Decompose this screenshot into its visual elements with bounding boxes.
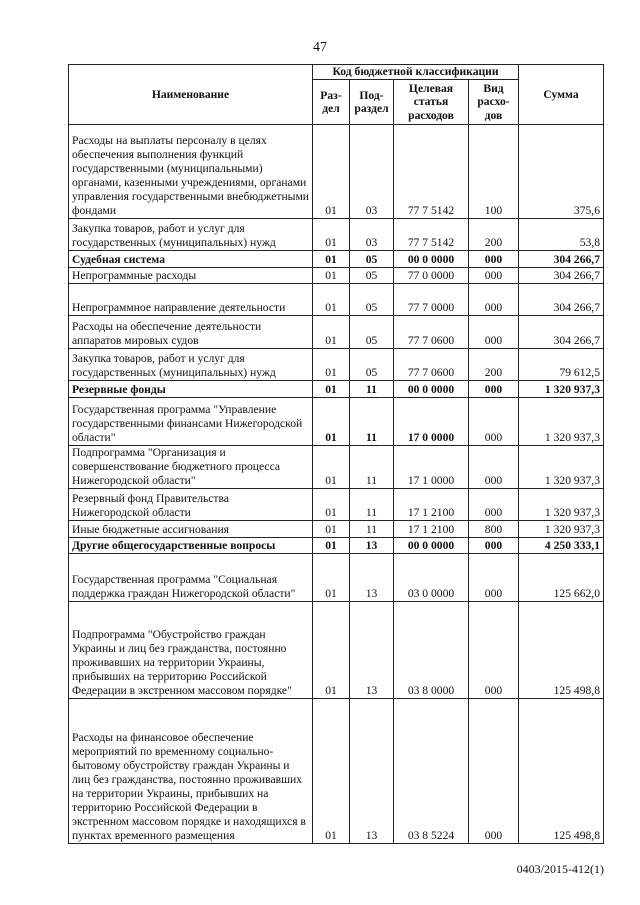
row-sum: 304 266,7 xyxy=(519,316,604,349)
row-podrazdel: 05 xyxy=(350,349,394,381)
header-name: Наименование xyxy=(69,65,313,125)
row-sum: 125 662,0 xyxy=(519,554,604,602)
row-sum: 4 250 333,1 xyxy=(519,538,604,554)
row-name: Судебная система xyxy=(69,251,313,268)
row-expense-type: 000 xyxy=(469,251,519,268)
row-expense-type: 000 xyxy=(469,554,519,602)
row-name: Государственная программа "Управление государственными финансами Нижегородской области" xyxy=(69,398,313,446)
row-expense-type: 100 xyxy=(469,125,519,219)
row-expense-type: 000 xyxy=(469,284,519,316)
row-name: Расходы на обеспечение деятельности аппаратов мировых судов xyxy=(69,316,313,349)
row-razdel: 01 xyxy=(313,446,350,489)
row-expense-type: 200 xyxy=(469,219,519,251)
header-sum: Сумма xyxy=(519,65,604,125)
page-number: 47 xyxy=(313,40,327,55)
row-target-article: 17 1 2100 xyxy=(394,489,469,521)
row-name: Резервные фонды xyxy=(69,381,313,398)
table-row xyxy=(69,349,604,381)
table-row xyxy=(69,538,604,554)
row-podrazdel: 11 xyxy=(350,381,394,398)
table-row xyxy=(69,316,604,349)
row-target-article: 00 0 0000 xyxy=(394,381,469,398)
row-razdel: 01 xyxy=(313,398,350,446)
row-expense-type: 000 xyxy=(469,268,519,284)
row-podrazdel: 03 xyxy=(350,125,394,219)
row-podrazdel: 11 xyxy=(350,398,394,446)
table-row xyxy=(69,268,604,284)
row-name: Непрограммные расходы xyxy=(69,268,313,284)
row-razdel: 01 xyxy=(313,381,350,398)
row-name: Иные бюджетные ассигнования xyxy=(69,521,313,538)
row-podrazdel: 05 xyxy=(350,268,394,284)
row-name: Подпрограмма "Обустройство граждан Украины и лиц без гражданства, постоянно проживавших на территории Украины, прибывших на территорию Российской Федерации в экстренном массовом порядке" xyxy=(69,602,313,699)
table-row xyxy=(69,602,604,699)
budget-table xyxy=(68,64,604,844)
row-target-article: 77 7 0600 xyxy=(394,349,469,381)
row-target-article: 00 0 0000 xyxy=(394,251,469,268)
row-sum: 79 612,5 xyxy=(519,349,604,381)
row-expense-type: 000 xyxy=(469,602,519,699)
row-podrazdel: 05 xyxy=(350,316,394,349)
row-podrazdel: 05 xyxy=(350,284,394,316)
table-row xyxy=(69,398,604,446)
row-podrazdel: 13 xyxy=(350,554,394,602)
row-podrazdel: 13 xyxy=(350,538,394,554)
table-row xyxy=(69,125,604,219)
row-name: Резервный фонд Правительства Нижегородской области xyxy=(69,489,313,521)
row-podrazdel: 11 xyxy=(350,446,394,489)
row-expense-type: 000 xyxy=(469,446,519,489)
row-razdel: 01 xyxy=(313,554,350,602)
row-razdel: 01 xyxy=(313,251,350,268)
row-sum: 304 266,7 xyxy=(519,251,604,268)
row-podrazdel: 11 xyxy=(350,521,394,538)
row-name: Подпрограмма "Организация и совершенствование бюджетного процесса Нижегородской области" xyxy=(69,446,313,489)
table-row xyxy=(69,381,604,398)
row-sum: 125 498,8 xyxy=(519,602,604,699)
row-target-article: 03 8 5224 xyxy=(394,699,469,844)
header-classification-code: Код бюджетной классификации xyxy=(313,65,519,80)
row-expense-type: 800 xyxy=(469,521,519,538)
row-expense-type: 000 xyxy=(469,538,519,554)
row-expense-type: 000 xyxy=(469,398,519,446)
row-target-article: 77 7 0000 xyxy=(394,284,469,316)
row-target-article: 00 0 0000 xyxy=(394,538,469,554)
row-razdel: 01 xyxy=(313,538,350,554)
row-expense-type: 200 xyxy=(469,349,519,381)
row-sum: 304 266,7 xyxy=(519,268,604,284)
row-name: Расходы на финансовое обеспечение мероприятий по временному социально-бытовому обустройству граждан Украины и лиц без гражданства, постоянно проживавших на территории Украины, прибывших на территорию Российской Федерации в экстренном массовом порядке и находящихся в пунктах временного размещения xyxy=(69,699,313,844)
row-target-article: 03 8 0000 xyxy=(394,602,469,699)
row-name: Закупка товаров, работ и услуг для государственных (муниципальных) нужд xyxy=(69,219,313,251)
header-expense-type: Вид расхо-дов xyxy=(469,80,519,125)
row-razdel: 01 xyxy=(313,699,350,844)
table-row xyxy=(69,521,604,538)
row-podrazdel: 05 xyxy=(350,251,394,268)
row-target-article: 77 7 5142 xyxy=(394,219,469,251)
row-podrazdel: 11 xyxy=(350,489,394,521)
row-expense-type: 000 xyxy=(469,316,519,349)
row-razdel: 01 xyxy=(313,489,350,521)
row-target-article: 17 0 0000 xyxy=(394,398,469,446)
row-expense-type: 000 xyxy=(469,489,519,521)
row-target-article: 17 1 2100 xyxy=(394,521,469,538)
row-name: Закупка товаров, работ и услуг для государственных (муниципальных) нужд xyxy=(69,349,313,381)
table-row xyxy=(69,446,604,489)
row-name: Государственная программа "Социальная поддержка граждан Нижегородской области" xyxy=(69,554,313,602)
row-sum: 1 320 937,3 xyxy=(519,398,604,446)
row-razdel: 01 xyxy=(313,602,350,699)
table-row xyxy=(69,489,604,521)
row-name: Другие общегосударственные вопросы xyxy=(69,538,313,554)
table-body xyxy=(69,125,604,844)
row-expense-type: 000 xyxy=(469,699,519,844)
row-sum: 1 320 937,3 xyxy=(519,489,604,521)
row-name: Непрограммное направление деятельности xyxy=(69,284,313,316)
row-sum: 1 320 937,3 xyxy=(519,521,604,538)
header-podrazdel: Под-раздел xyxy=(350,80,394,125)
row-sum: 1 320 937,3 xyxy=(519,381,604,398)
row-razdel: 01 xyxy=(313,268,350,284)
row-sum: 53,8 xyxy=(519,219,604,251)
table-row xyxy=(69,251,604,268)
table-row xyxy=(69,219,604,251)
row-sum: 1 320 937,3 xyxy=(519,446,604,489)
row-target-article: 77 7 5142 xyxy=(394,125,469,219)
row-razdel: 01 xyxy=(313,349,350,381)
row-sum: 125 498,8 xyxy=(519,699,604,844)
document-code: 0403/2015-412(1) xyxy=(516,862,604,876)
row-sum: 375,6 xyxy=(519,125,604,219)
table-row xyxy=(69,554,604,602)
row-expense-type: 000 xyxy=(469,381,519,398)
header-razdel: Раз-дел xyxy=(313,80,350,125)
table-row xyxy=(69,699,604,844)
row-podrazdel: 13 xyxy=(350,699,394,844)
table-row xyxy=(69,284,604,316)
row-target-article: 77 0 0000 xyxy=(394,268,469,284)
row-name: Расходы на выплаты персоналу в целях обеспечения выполнения функций государственными (муниципальными) органами, казенными учреждениями, органами управления государственными внебюджетными фондами xyxy=(69,125,313,219)
row-target-article: 03 0 0000 xyxy=(394,554,469,602)
row-razdel: 01 xyxy=(313,316,350,349)
row-razdel: 01 xyxy=(313,219,350,251)
row-sum: 304 266,7 xyxy=(519,284,604,316)
row-razdel: 01 xyxy=(313,284,350,316)
header-target-article: Целевая статья расходов xyxy=(394,80,469,125)
row-target-article: 17 1 0000 xyxy=(394,446,469,489)
row-razdel: 01 xyxy=(313,521,350,538)
row-podrazdel: 13 xyxy=(350,602,394,699)
row-razdel: 01 xyxy=(313,125,350,219)
row-target-article: 77 7 0600 xyxy=(394,316,469,349)
row-podrazdel: 03 xyxy=(350,219,394,251)
